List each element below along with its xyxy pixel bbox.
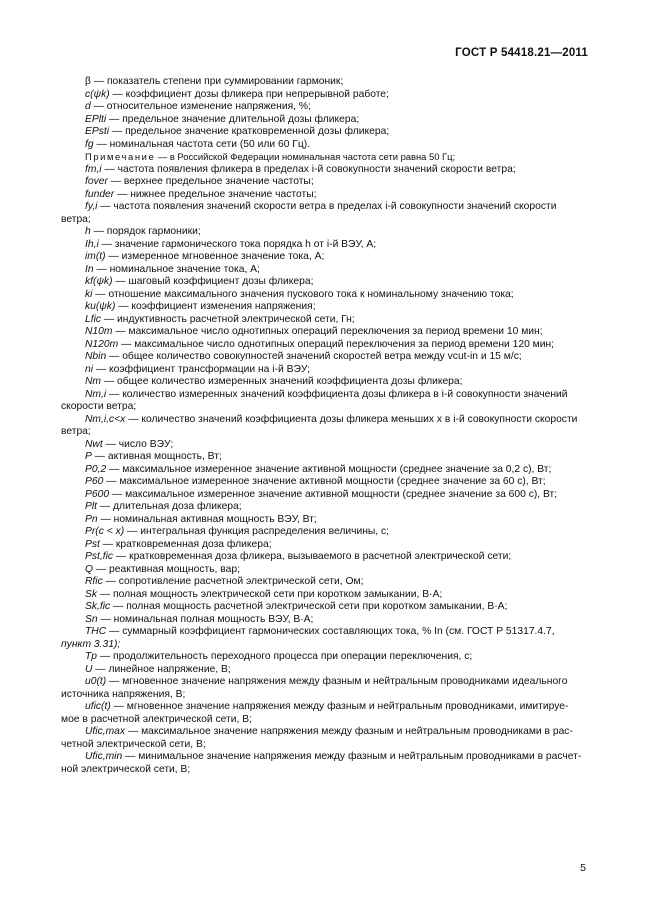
definition-text: — продолжительность переходного процесса при операции переключения, с; xyxy=(97,651,473,662)
definition-text: — номинальное значение тока, А; xyxy=(93,263,260,275)
definition-text: — верхнее предельное значение частоты; xyxy=(107,176,314,187)
definition-text: — суммарный коэффициент гармонических составляющих тока, % In (см. ГОСТ Р 51317.4.7, xyxy=(106,626,555,637)
definition-text: — номинальная частота сети (50 или 60 Гц). xyxy=(93,138,311,150)
definition-item xyxy=(61,251,588,264)
definition-item xyxy=(61,589,588,602)
definition-continuation: пункт 3.31); xyxy=(61,638,121,650)
definition-item xyxy=(61,376,588,389)
definition-text: — шаговый коэффициент дозы фликера; xyxy=(112,276,314,287)
definition-text: — номинальная активная мощность ВЭУ, Вт; xyxy=(97,513,317,525)
symbol: Nm,i,c<x xyxy=(85,413,126,425)
definition-item xyxy=(61,289,588,302)
symbol: N10m xyxy=(85,326,113,337)
definition-item xyxy=(61,364,588,377)
symbol: Plt xyxy=(85,501,98,512)
symbol: d xyxy=(85,101,91,112)
definition-item xyxy=(61,464,588,477)
symbol: P xyxy=(85,451,92,462)
definition-item xyxy=(61,601,588,614)
standard-header: ГОСТ Р 54418.21—2011 xyxy=(455,47,588,59)
definition-item xyxy=(61,351,588,364)
definition-item xyxy=(61,189,588,202)
definition-item xyxy=(61,476,588,489)
symbol: Ih,i xyxy=(85,238,99,250)
definition-text: — значение гармонического тока порядка h от i-й ВЭУ, А; xyxy=(98,238,377,250)
definition-item xyxy=(61,526,588,539)
definition-text: — минимальное значение напряжения между фазным и нейтральным проводниками в расчет- xyxy=(122,751,582,762)
symbol: Rfic xyxy=(85,576,103,587)
symbol: ku(ψk) xyxy=(85,301,116,312)
definition-continuation: ной электрической сети, В; xyxy=(61,763,191,775)
definition-item xyxy=(61,164,588,177)
symbol: u0(t) xyxy=(85,676,107,687)
definition-item xyxy=(61,101,588,114)
definition-continuation: четной электрической сети, В; xyxy=(61,738,206,750)
definitions-list xyxy=(61,76,588,776)
definition-item xyxy=(61,276,588,289)
definition-item xyxy=(61,451,588,464)
symbol: Sk,fic xyxy=(85,601,111,612)
symbol: ki xyxy=(85,288,93,300)
symbol: EPsti xyxy=(85,126,110,137)
definition-text: — номинальная полная мощность ВЭУ, В·А; xyxy=(97,613,314,625)
note-text: — в Российской Федерации номинальная частота сети равна 50 Гц; xyxy=(155,151,456,162)
definition-text: — реактивная мощность, вар; xyxy=(93,563,240,575)
definition-item xyxy=(61,389,588,402)
definition-item xyxy=(61,726,588,739)
definition-item xyxy=(61,201,588,214)
definition-item xyxy=(61,576,588,589)
definition-item xyxy=(61,89,588,102)
definition-text: — показатель степени при суммировании гармоник; xyxy=(90,76,344,87)
definition-text: — общее количество совокупностей значений скоростей ветра между vcut-in и 15 м/с; xyxy=(106,351,522,362)
definition-text: — относительное изменение напряжения, %; xyxy=(90,101,311,112)
symbol: funder xyxy=(85,188,115,200)
definition-item xyxy=(61,239,588,252)
symbol: THC xyxy=(85,626,107,637)
symbol: fy,i xyxy=(85,201,98,212)
definition-item xyxy=(61,651,588,664)
definition-text: — кратковременная доза фликера; xyxy=(99,538,272,550)
symbol: h xyxy=(85,226,91,237)
definition-text: — максимальное число однотипных операций переключения за период времени 10 мин; xyxy=(112,326,543,337)
definition-item xyxy=(61,514,588,527)
symbol: Pn xyxy=(85,513,98,525)
definition-text: — общее количество измеренных значений коэффициента дозы фликера; xyxy=(101,376,463,387)
definition-text: — максимальное измеренное значение активной мощности (среднее значение за 0,2 с), Вт; xyxy=(106,463,552,475)
symbol: ni xyxy=(85,363,94,375)
definition-text: — предельное значение кратковременной дозы фликера; xyxy=(109,126,390,137)
definition-continuation: источника напряжения, В; xyxy=(61,688,186,700)
definition-text: — предельное значение длительной дозы фликера; xyxy=(106,113,360,125)
definition-item xyxy=(61,176,588,189)
definition-item xyxy=(61,701,588,714)
note-label: Примечание xyxy=(85,151,156,162)
definition-item xyxy=(61,489,588,502)
definition-text: — полная мощность расчетной электрической сети при коротком замыкании, В·А; xyxy=(110,601,508,612)
definition-text: — мгновенное значение напряжения между фазным и нейтральным проводниками идеального xyxy=(106,676,568,687)
definition-text: — индуктивность расчетной электрической сети, Гн; xyxy=(101,313,355,325)
definition-text: — количество измеренных значений коэффициента дозы фликера в i-й совокупности значений xyxy=(106,388,568,400)
definition-text: — число ВЭУ; xyxy=(102,438,174,450)
symbol: Ufic,min xyxy=(85,751,123,762)
definition-item xyxy=(61,301,588,314)
definition-item xyxy=(61,326,588,339)
definition-text: — отношение максимального значения пускового тока к номинальному значению тока; xyxy=(92,288,514,300)
definition-text: — максимальное измеренное значение активной мощности (среднее значение за 600 с), Вт; xyxy=(109,488,558,500)
symbol: fg xyxy=(85,138,94,150)
definition-item xyxy=(61,676,588,689)
page-number: 5 xyxy=(580,862,586,874)
definition-text: — активная мощность, Вт; xyxy=(91,451,222,462)
symbol: U xyxy=(85,663,93,675)
definition-item xyxy=(61,76,588,89)
definition-text: — мгновенное значение напряжения между фазным и нейтральным проводниками, имитируе- xyxy=(110,701,569,712)
definition-text: — длительная доза фликера; xyxy=(97,501,242,512)
definition-item xyxy=(61,314,588,327)
symbol: Q xyxy=(85,563,94,575)
definition-text: — сопротивление расчетной электрической сети, Ом; xyxy=(102,576,364,587)
definition-text: — коэффициент трансформации на i-й ВЭУ; xyxy=(93,363,311,375)
symbol: Pst,fic xyxy=(85,551,114,562)
definition-item xyxy=(61,264,588,277)
definition-item xyxy=(61,751,588,764)
symbol: In xyxy=(85,263,94,275)
symbol: EPlti xyxy=(85,113,107,125)
symbol: Sn xyxy=(85,613,98,625)
symbol: Tp xyxy=(85,651,98,662)
definition-text: — частота появления значений скорости ветра в пределах i-й совокупности значений скорости xyxy=(97,201,557,212)
definition-item xyxy=(61,414,588,427)
definition-item xyxy=(61,664,588,677)
symbol: ufic(t) xyxy=(85,701,111,712)
definition-item xyxy=(61,551,588,564)
note xyxy=(61,151,588,164)
symbol: im(t) xyxy=(85,251,106,262)
symbol: P0,2 xyxy=(85,463,107,475)
definition-text: — максимальное измеренное значение активной мощности (среднее значение за 60 с), Вт; xyxy=(103,476,546,487)
definition-item xyxy=(61,626,588,639)
definition-text: — измеренное мгновенное значение тока, А; xyxy=(105,251,325,262)
symbol: Ufic,max xyxy=(85,726,126,737)
definition-text: — нижнее предельное значение частоты; xyxy=(114,188,317,200)
symbol: N120m xyxy=(85,338,119,350)
definition-item xyxy=(61,614,588,627)
definition-text: — максимальное число однотипных операций переключения за период времени 120 мин; xyxy=(118,338,555,350)
definition-item xyxy=(61,564,588,577)
definition-item xyxy=(61,114,588,127)
symbol: c(ψk) xyxy=(85,88,110,100)
symbol: β xyxy=(85,76,91,87)
definition-item xyxy=(61,501,588,514)
definition-item xyxy=(61,439,588,452)
symbol: kf(ψk) xyxy=(85,276,113,287)
symbol: fover xyxy=(85,176,108,187)
definition-item xyxy=(61,139,588,152)
definition-continuation: ветра; xyxy=(61,426,91,437)
symbol: Nm xyxy=(85,376,102,387)
symbol: Nm,i xyxy=(85,388,107,400)
definition-continuation: скорости ветра; xyxy=(61,401,137,412)
definition-text: — линейное напряжение, В; xyxy=(92,663,231,675)
definition-text: — кратковременная доза фликера, вызываемого в расчетной электрической сети; xyxy=(113,551,512,562)
definition-item xyxy=(61,226,588,239)
symbol: fm,i xyxy=(85,163,102,175)
definition-text: — коэффициент дозы фликера при непрерывной работе; xyxy=(109,88,389,100)
definition-text: — количество значений коэффициента дозы фликера меньших x в i-й совокупности скорости xyxy=(125,413,578,425)
definition-item xyxy=(61,539,588,552)
symbol: P600 xyxy=(85,488,110,500)
definition-continuation: мое в расчетной электрической сети, В; xyxy=(61,713,252,725)
symbol: P60 xyxy=(85,476,104,487)
symbol: Nbin xyxy=(85,351,107,362)
definition-text: — коэффициент изменения напряжения; xyxy=(115,301,316,312)
definition-text: — частота появления фликера в пределах i-й совокупности значений скорости ветра; xyxy=(101,163,516,175)
symbol: Pr(c < x) xyxy=(85,526,125,537)
symbol: Nwt xyxy=(85,438,103,450)
symbol: Sk xyxy=(85,588,98,600)
definition-text: — интегральная функция распределения величины, с; xyxy=(124,526,390,537)
definition-continuation: ветра; xyxy=(61,213,91,225)
definition-item xyxy=(61,339,588,352)
definition-item xyxy=(61,126,588,139)
definition-text: — максимальное значение напряжения между фазным и нейтральным проводниками в рас- xyxy=(125,726,573,737)
symbol: Lfic xyxy=(85,313,102,325)
definition-text: — полная мощность электрической сети при коротком замыкании, В·А; xyxy=(97,588,443,600)
symbol: Pst xyxy=(85,538,100,550)
definition-text: — порядок гармоники; xyxy=(90,226,201,237)
